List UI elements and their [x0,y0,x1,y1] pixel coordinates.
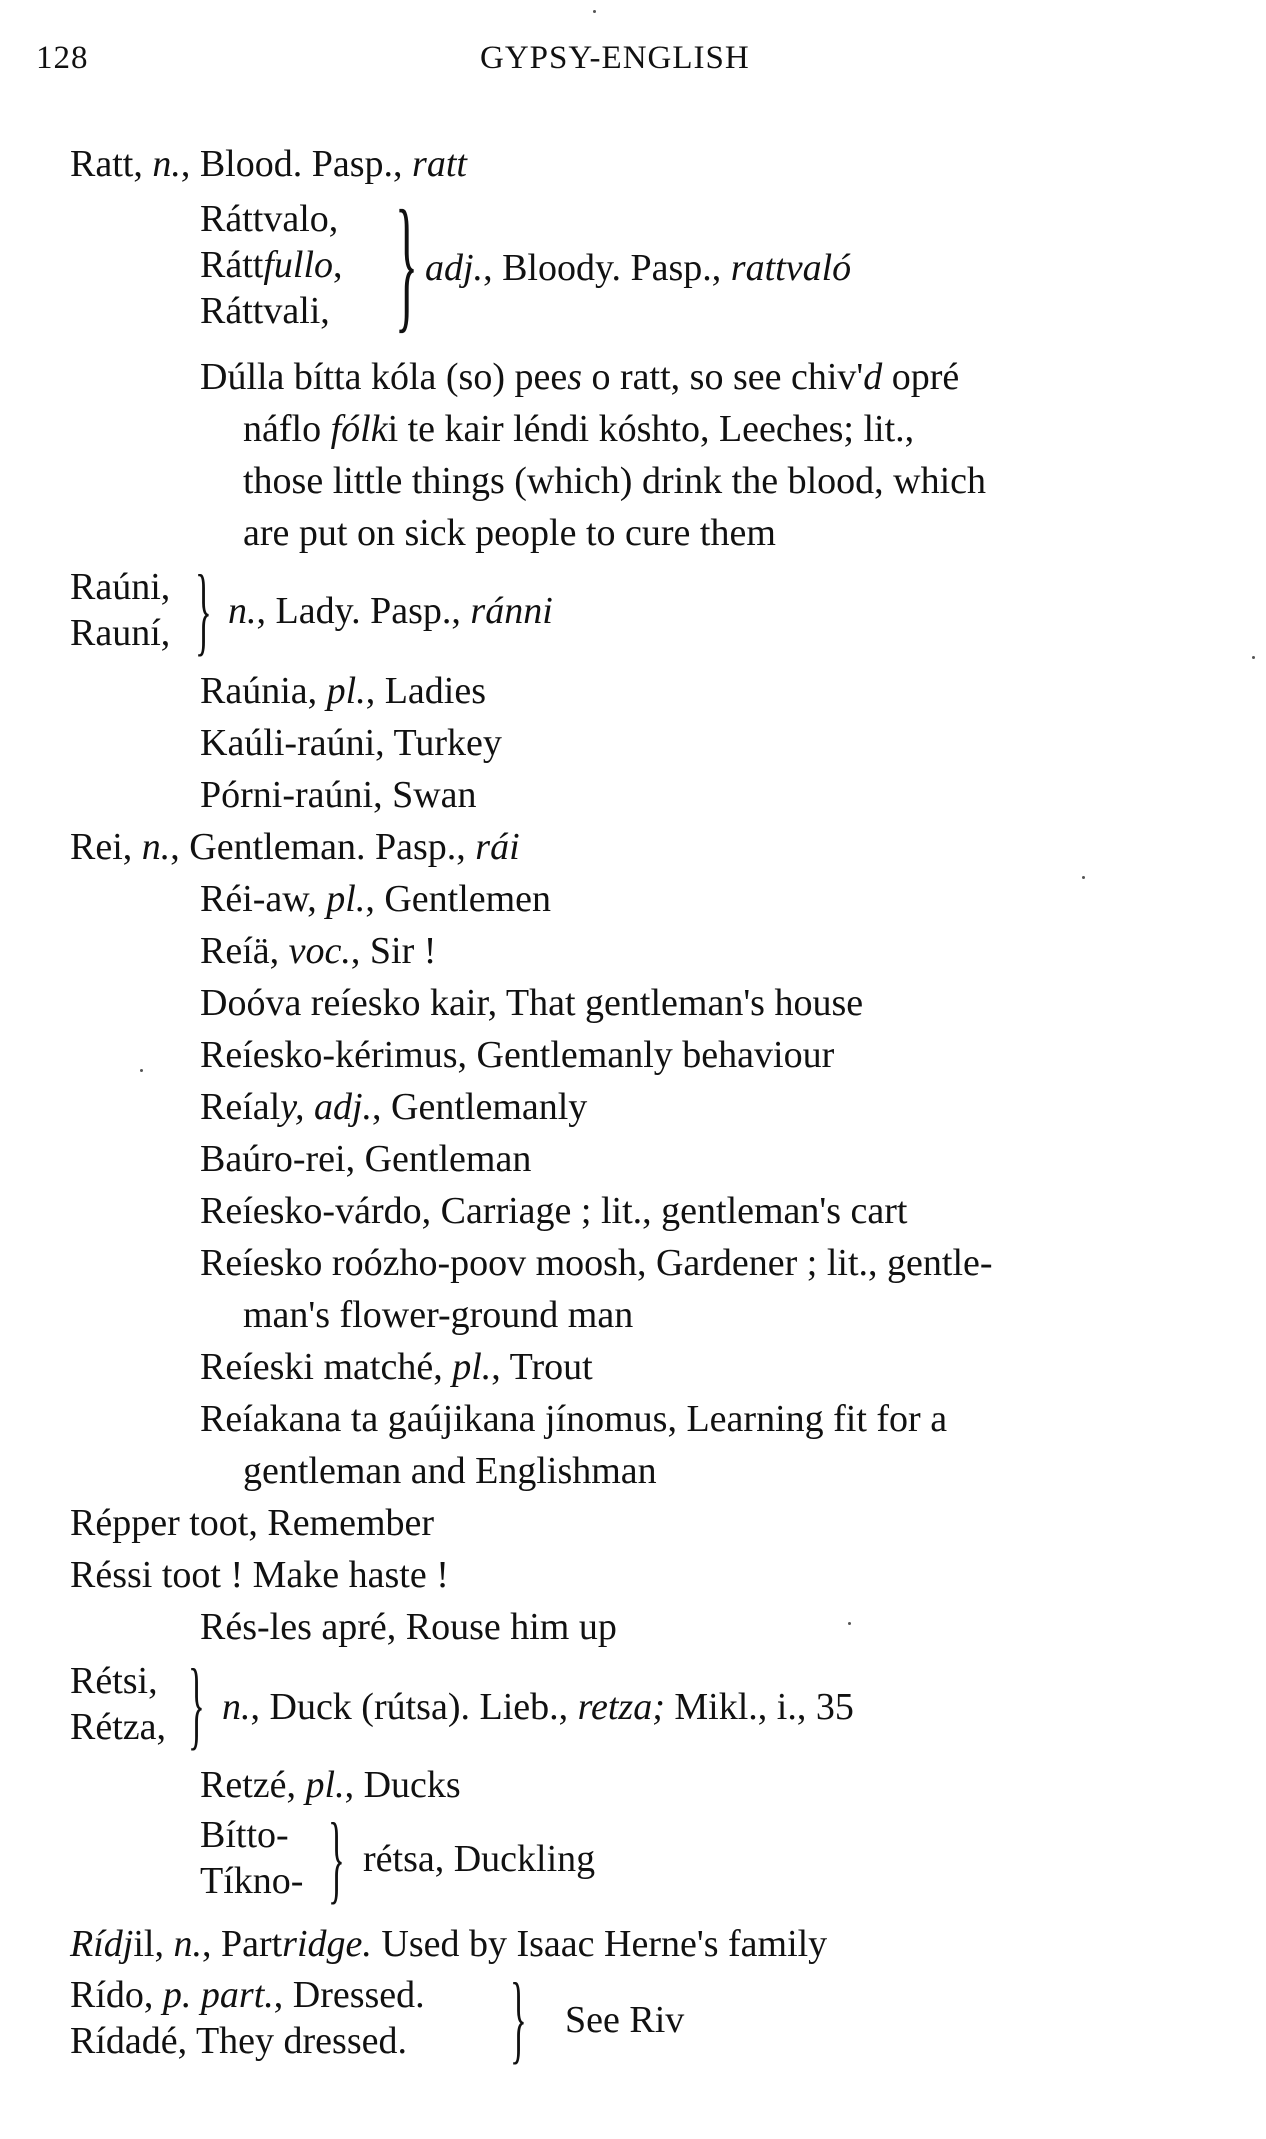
entry-porni-rauni: Pórni-raúni, Swan [200,774,477,816]
entry-reiakana-line-1: Reíakana ta gaújikana jínomus, Learning fit for a [200,1398,948,1440]
page-number: 128 [36,40,89,76]
entry-rei-plural: Réi-aw, pl., Gentlemen [200,878,552,920]
entry-retze: Retzé, pl., Ducks [200,1764,461,1806]
brace-icon: } [395,180,419,346]
entry-rei: Rei, n., Gentleman. Pasp., rái [70,826,520,868]
entry-reiesko-vardo: Reíesko-várdo, Carriage ; lit., gentleman's cart [200,1190,908,1232]
entry-reieski-matche: Reíeski matché, pl., Trout [200,1346,593,1388]
entry-repper: Répper toot, Remember [70,1502,435,1544]
brace-icon: } [188,1648,205,1759]
entry-reiesko-roozho-line-1: Reíesko roózho-poov moosh, Gardener ; lit., gentle- [200,1242,993,1284]
brace-icon: } [510,1962,527,2073]
print-speck [848,1622,851,1625]
running-title: GYPSY-ENGLISH [480,40,750,76]
example-dulla-line-2: náflo fólki te kair léndi kóshto, Leeches; lit., [243,408,915,450]
entry-reiesko-roozho-line-2: man's flower-ground man [243,1294,634,1336]
entry-kauli-rauni: Kaúli-raúni, Turkey [200,722,502,764]
entry-rauni-plural: Raúnia, pl., Ladies [200,670,486,712]
entry-doova: Doóva reíesko kair, That gentleman's house [200,982,864,1024]
entry-ratt: Ratt, n., Blood. Pasp., ratt [70,143,467,185]
example-dulla-line-4: are put on sick people to cure them [243,512,776,554]
entry-reialy: Reíaly, adj., Gentlemanly [200,1086,588,1128]
print-speck [1082,876,1085,879]
entry-ridjil: Rídjil, n., Partridge. Used by Isaac Herne's family [70,1923,828,1965]
entry-res-les: Rés-les apré, Rouse him up [200,1606,617,1648]
print-speck [140,1069,143,1072]
entry-ressi: Réssi toot ! Make haste ! [70,1554,449,1596]
print-speck [593,10,596,13]
dictionary-page: 128 GYPSY-ENGLISH Ratt, n., Blood. Pasp., ratt Ráttvalo, Ráttfullo, Ráttvali, } adj., Bloody. Pasp., rattvaló Dúlla bítta kóla (so) pees o ratt, so see chiv'd opré náflo fólki te kair léndi kóshto, Leeches; lit., those little things (which) drink the blood, which are put on sick people to cure them Raúni, Rauní, } n., Lady. Pasp., ránni Raúnia, pl., Ladies Kaúli-raúni, Turkey Pórni-raúni, Swan Rei, n., Gentleman. Pasp., rái Réi-aw, pl., Gentlemen Reíä, voc., Sir ! Doóva reíesko kair, That gentleman's house Reíesko-kérimus, Gentlemanly behaviour Reíaly, adj., Gentlemanly Baúro-rei, Gentleman Reíesko-várdo, Carriage ; lit., gentleman's cart Reíesko roózho-poov moosh, Gardener ; lit., gentle- man's flower-ground man Reíeski matché, pl., Trout Reíakana ta gaújikana jínomus, Learning fit for a gentleman and Englishman Répper toot, Remember Réssi toot ! Make haste ! Rés-les apré, Rouse him up Rétsi, Rétza, } n., Duck (rútsa). Lieb., retza; Mikl., i., 35 Retzé, pl., Ducks Bítto- Tíkno- } rétsa, Duckling Rídjil, n., Partridge. Used by Isaac Herne's family Rído, p. part., Dressed. Rídadé, They dressed. } See Riv [0,0,1266,2139]
example-dulla-line-1: Dúlla bítta kóla (so) pees o ratt, so see chiv'd opré [200,356,960,398]
print-speck [1252,656,1255,659]
example-dulla-line-3: those little things (which) drink the blood, which [243,460,987,502]
entry-reiakana-line-2: gentleman and Englishman [243,1450,657,1492]
entry-reiesko-kerimus: Reíesko-kérimus, Gentlemanly behaviour [200,1034,835,1076]
brace-icon: } [328,1802,345,1913]
entry-rei-vocative: Reíä, voc., Sir ! [200,930,437,972]
brace-icon: } [195,554,212,665]
entry-bauro-rei: Baúro-rei, Gentleman [200,1138,532,1180]
